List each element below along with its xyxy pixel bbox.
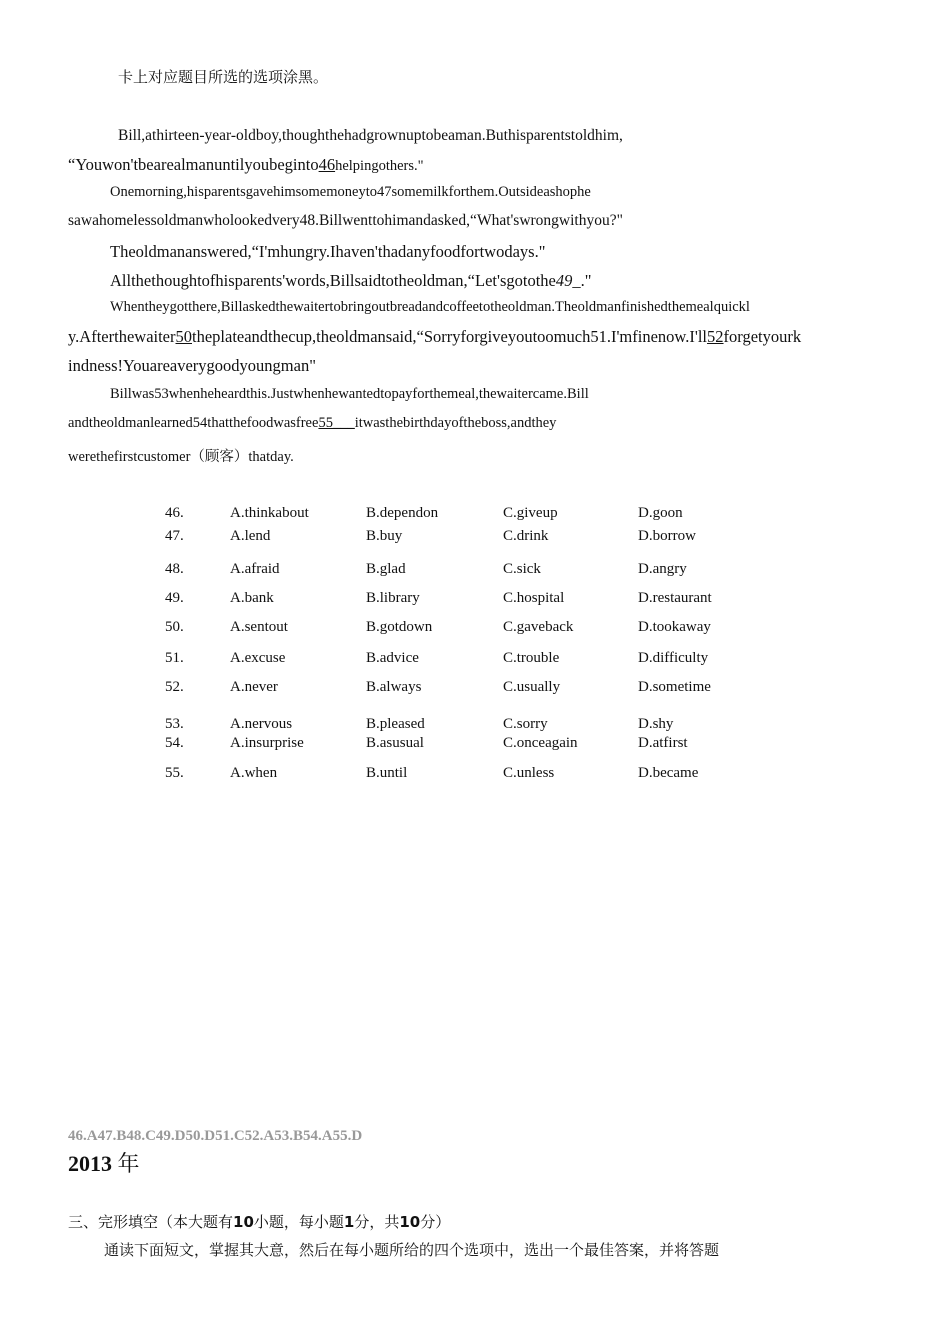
option-c: C.gaveback (503, 619, 574, 635)
blank-49: 49_ (555, 271, 581, 290)
option-c: C.drink (503, 528, 549, 544)
option-d: D.difficulty (638, 650, 709, 666)
option-a: A.insurprise (230, 735, 304, 751)
question-number: 53. (165, 716, 184, 732)
section-number: 1 (343, 1213, 355, 1231)
question-number: 49. (165, 590, 184, 606)
option-a: A.when (230, 765, 278, 781)
option-c: C.sorry (503, 716, 548, 732)
section-text: 小题，每小题 (253, 1213, 344, 1231)
passage-line-9: indness!Youareaverygoodyoungman" (68, 356, 316, 375)
option-b: B.asusual (366, 735, 424, 751)
blank-46: 46 (318, 155, 336, 174)
question-number: 50. (165, 619, 184, 635)
option-b: B.glad (366, 561, 406, 577)
passage-line-12: werethefirstcustomer（顾客）thatday. (68, 449, 294, 465)
passage-text: y.Afterthewaiter (68, 327, 176, 346)
option-c: C.giveup (503, 505, 558, 521)
option-c: C.usually (503, 679, 561, 695)
option-d: D.restaurant (638, 590, 712, 606)
passage-line-6 (110, 271, 592, 291)
section-header (68, 1211, 450, 1232)
option-d: D.atfirst (638, 735, 688, 751)
question-number: 47. (165, 528, 184, 544)
passage-text: “Youwon'tbearealmanuntilyoubeginto (68, 155, 319, 174)
option-d: D.sometime (638, 679, 711, 695)
question-number: 51. (165, 650, 184, 666)
option-d: D.became (638, 765, 699, 781)
option-c: C.unless (503, 765, 555, 781)
option-a: A.excuse (230, 650, 286, 666)
passage-line-4: sawahomelessoldmanwholookedvery48.Billwenttohimandasked,“What'swrongwithyou?" (68, 212, 623, 229)
blank-55: 55___ (318, 415, 355, 431)
passage-line-8 (68, 327, 801, 347)
section-text: 分） (420, 1213, 451, 1231)
option-a: A.lend (230, 528, 271, 544)
blank-50: 50 (175, 327, 192, 346)
option-b: B.gotdown (366, 619, 433, 635)
option-d: D.angry (638, 561, 687, 577)
passage-text: itwasthebirthdayoftheboss,andthey (354, 415, 557, 431)
option-d: D.tookaway (638, 619, 711, 635)
passage-text: forgetyourk (723, 327, 802, 346)
option-c: C.onceagain (503, 735, 578, 751)
passage-line-7: Whentheygotthere,Billaskedthewaitertobringoutbreadandcoffeetotheoldman.Theoldmanfinishedthemealquickl (110, 299, 750, 315)
option-c: C.sick (503, 561, 541, 577)
section-text: 三、完形填空（本大题有 (68, 1213, 234, 1231)
answer-key: 46.A47.B48.C49.D50.D51.C52.A53.B54.A55.D (68, 1128, 363, 1144)
passage-line-10: Billwas53whenheheardthis.Justwhenhewantedtopayforthemeal,thewaitercame.Bill (110, 386, 589, 402)
blank-52: 52 (707, 327, 724, 346)
option-b: B.until (366, 765, 408, 781)
option-d: D.goon (638, 505, 683, 521)
top-instruction: 卡上对应题目所选的选项涂黑。 (118, 68, 329, 86)
bottom-instruction: 通读下面短文，掌握其大意，然后在每小题所给的四个选项中，选出一个最佳答案，并将答题 (104, 1241, 720, 1259)
year-heading (68, 1147, 140, 1178)
section-text: 分，共 (354, 1213, 400, 1231)
passage-text: andtheoldmanlearned54thatthefoodwasfree (68, 415, 319, 431)
option-a: A.never (230, 679, 278, 695)
question-number: 48. (165, 561, 184, 577)
section-number: 10 (233, 1213, 254, 1231)
option-d: D.borrow (638, 528, 696, 544)
option-a: A.nervous (230, 716, 293, 732)
question-number: 52. (165, 679, 184, 695)
option-b: B.library (366, 590, 420, 606)
passage-line-5: Theoldmananswered,“I'mhungry.Ihaven'thadanyfoodfortwodays." (110, 242, 546, 261)
passage-text: Allthethoughtofhisparents'words,Billsaidtotheoldman,“Let'sgotothe (110, 271, 556, 290)
option-c: C.trouble (503, 650, 560, 666)
passage-line-1: Bill,athirteen-year-oldboy,thoughthehadgrownuptobeaman.Buthisparentstoldhim, (118, 127, 623, 144)
passage-text: helpingothers." (335, 158, 424, 174)
question-number: 55. (165, 765, 184, 781)
passage-text: theplateandthecup,theoldmansaid,“Sorryforgiveyoutoomuch51.I'mfinenow.I'll (192, 327, 708, 346)
option-b: B.dependon (366, 505, 439, 521)
option-a: A.afraid (230, 561, 280, 577)
passage-line-3: Onemorning,hisparentsgavehimsomemoneyto47somemilkforthem.Outsideashophe (110, 184, 591, 200)
option-a: A.sentout (230, 619, 288, 635)
passage-line-11 (68, 415, 556, 432)
option-c: C.hospital (503, 590, 565, 606)
option-b: B.pleased (366, 716, 425, 732)
passage-line-2 (68, 155, 424, 175)
year-number: 2013 (68, 1151, 112, 1176)
option-b: B.advice (366, 650, 419, 666)
question-number: 54. (165, 735, 184, 751)
option-b: B.buy (366, 528, 403, 544)
passage-text: ." (580, 271, 592, 290)
year-suffix: 年 (117, 1152, 140, 1177)
option-b: B.always (366, 679, 422, 695)
section-number: 10 (399, 1213, 421, 1231)
question-number: 46. (165, 505, 184, 521)
option-d: D.shy (638, 716, 674, 732)
option-a: A.bank (230, 590, 274, 606)
option-a: A.thinkabout (230, 505, 309, 521)
